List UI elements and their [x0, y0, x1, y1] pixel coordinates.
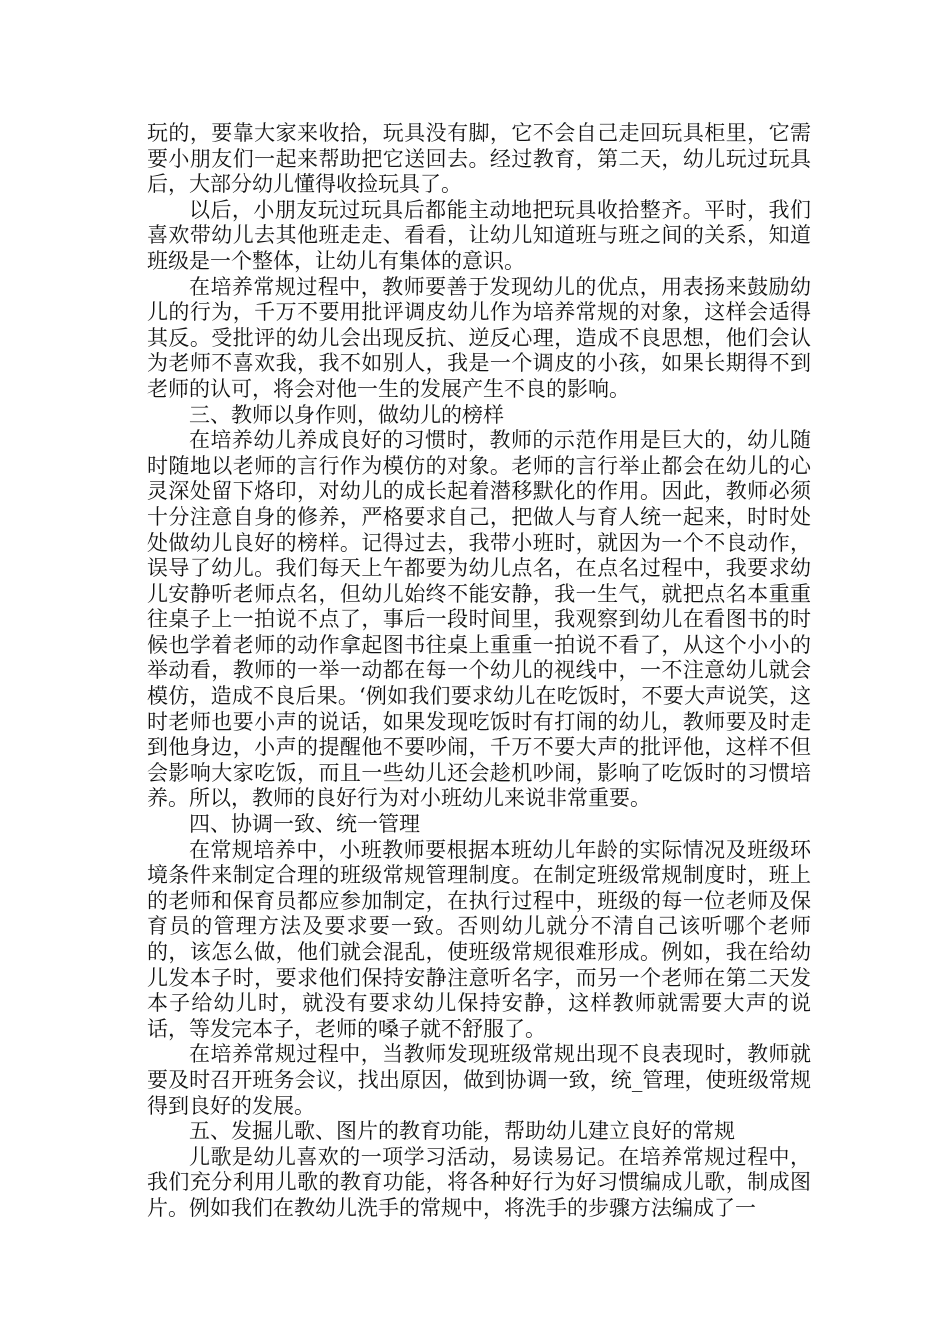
paragraph-continuation: 玩的，要靠大家来收拾，玩具没有脚，它不会自己走回玩具柜里，它需要小朋友们一起来帮助把它送回去。经过教育，第二天，幼儿玩过玩具后，大部分幼儿懂得收捡玩具了。	[147, 121, 811, 197]
paragraph: 在培养常规过程中，教师要善于发现幼儿的优点，用表扬来鼓励幼儿的行为，千万不要用批评调皮幼儿作为培养常规的对象，这样会适得其反。受批评的幼儿会出现反抗、逆反心理，造成不良思想，他们会认为老师不喜欢我，我不如别人，我是一个调皮的小孩，如果长期得不到老师的认可，将会对他一生的发展产生不良的影响。	[147, 274, 811, 401]
paragraph: 以后，小朋友玩过玩具后都能主动地把玩具收拾整齐。平时，我们喜欢带幼儿去其他班走走、看看，让幼儿知道班与班之间的关系，知道班级是一个整体，让幼儿有集体的意识。	[147, 197, 811, 273]
section-heading: 五、发掘儿歌、图片的教育功能，帮助幼儿建立良好的常规	[189, 1119, 735, 1144]
paragraph: 在常规培养中，小班教师要根据本班幼儿年龄的实际情况及班级环境条件来制定合理的班级常规管理制度。在制定班级常规制度时，班上的老师和保育员都应参加制定，在执行过程中，班级的每一位老师及保育员的管理方法及要求要一致。否则幼儿就分不清自己该听哪个老师的，该怎么做，他们就会混乱，使班级常规很难形成。例如，我在给幼儿发本子时，要求他们保持安静注意听名字，而另一个老师在第二天发本子给幼儿时，就没有要求幼儿保持安静，这样教师就需要大声的说话，等发完本子，老师的嗓子就不舒服了。	[147, 837, 811, 1041]
document-body	[147, 121, 811, 1222]
section-heading: 四、协调一致、统一管理	[189, 812, 420, 837]
paragraph: 在培养幼儿养成良好的习惯时，教师的示范作用是巨大的，幼儿随时随地以老师的言行作为模仿的对象。老师的言行举止都会在幼儿的心灵深处留下烙印，对幼儿的成长起着潜移默化的作用。因此，教师必须十分注意自身的修养，严格要求自己，把做人与育人统一起来，时时处处做幼儿良好的榜样。记得过去，我带小班时，就因为一个不良动作，误导了幼儿。我们每天上午都要为幼儿点名，在点名过程中，我要求幼儿安静听老师点名，但幼儿始终不能安静，我一生气，就把点名本重重往桌子上一拍说不点了，事后一段时间里，我观察到幼儿在看图书的时候也学着老师的动作拿起图书往桌上重重一拍说不看了，从这个小小的举动看，教师的一举一动都在每一个幼儿的视线中，一不注意幼儿就会模仿，造成不良后果。‘例如我们要求幼儿在吃饭时，不要大声说笑，这时老师也要小声的说话，如果发现吃饭时有打闹的幼儿，教师要及时走到他身边，小声的提醒他不要吵闹，千万不要大声的批评他，这样不但会影响大家吃饭，而且一些幼儿还会趁机吵闹，影响了吃饭时的习惯培养。所以，教师的良好行为对小班幼儿来说非常重要。	[147, 428, 811, 811]
section-heading: 三、教师以身作则，做幼儿的榜样	[189, 402, 504, 427]
paragraph: 在培养常规过程中，当教师发现班级常规出现不良表现时，教师就要及时召开班务会议，找出原因，做到协调一致，统_管理，使班级常规得到良好的发展。	[147, 1042, 811, 1118]
paragraph: 儿歌是幼儿喜欢的一项学习活动，易读易记。在培养常规过程中，我们充分利用儿歌的教育功能，将各种好行为好习惯编成儿歌，制成图片。例如我们在教幼儿洗手的常规中，将洗手的步骤方法编成了一	[147, 1144, 811, 1220]
